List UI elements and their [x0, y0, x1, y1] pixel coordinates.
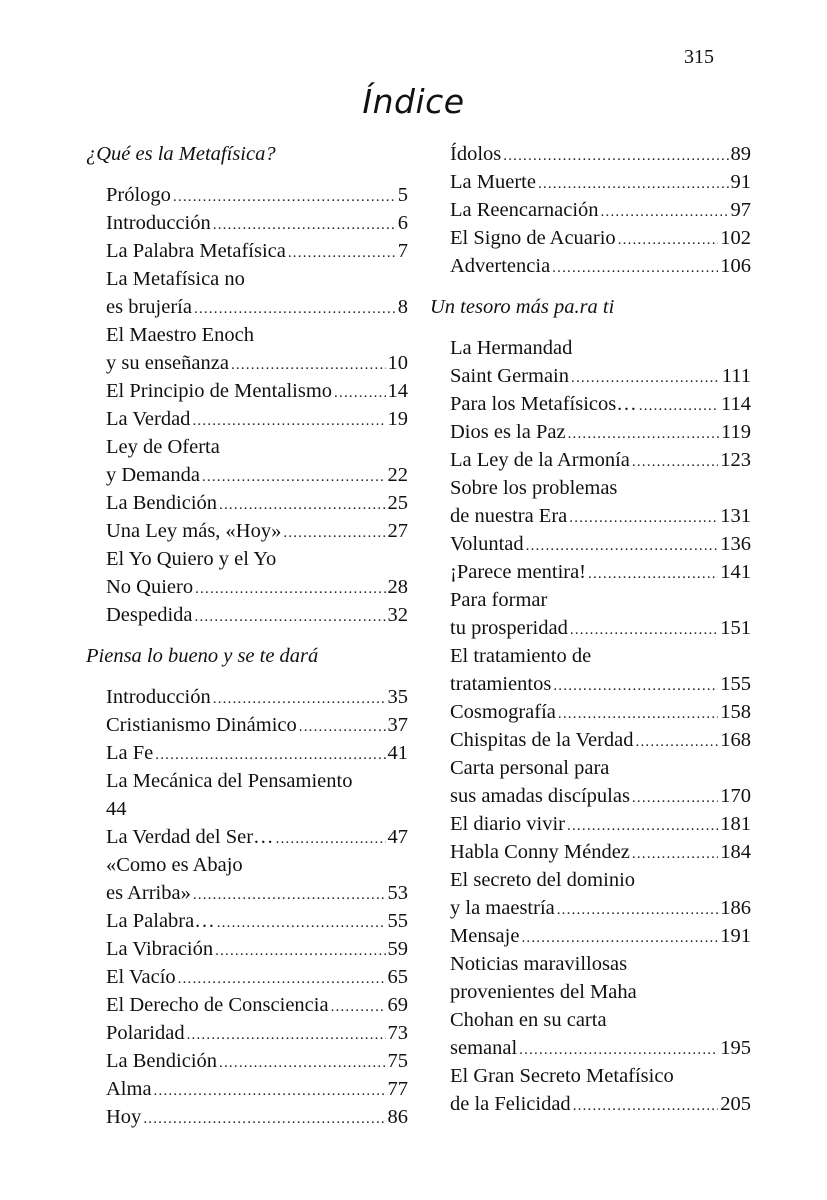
toc-entry-line — [450, 1006, 751, 1034]
toc-entry-line — [106, 1075, 408, 1103]
toc-page-number: 53 — [387, 882, 408, 904]
dot-leader — [519, 1036, 718, 1064]
toc-entry — [430, 558, 751, 586]
dot-leader — [195, 575, 385, 603]
toc-page-number: 14 — [387, 380, 408, 402]
toc-entry-title: es Arriba» — [106, 882, 191, 904]
toc-entry-title: Alma — [106, 1078, 152, 1100]
toc-page-number: 102 — [720, 227, 751, 249]
toc-entry — [430, 754, 751, 810]
toc-entry-title: El secreto del dominio — [450, 869, 636, 891]
toc-page-number: 136 — [720, 533, 751, 555]
toc-page-number: 37 — [387, 714, 408, 736]
dot-leader — [219, 1049, 385, 1077]
toc-page-number: 59 — [387, 938, 408, 960]
dot-leader — [231, 351, 386, 379]
dot-leader — [192, 407, 385, 435]
toc-entry-line — [450, 446, 751, 474]
dot-leader — [639, 392, 719, 420]
toc-entry-title: Habla Conny Méndez — [450, 841, 630, 863]
toc-entry — [86, 963, 408, 991]
toc-page-number: 195 — [720, 1037, 751, 1059]
toc-page-number: 41 — [387, 742, 408, 764]
dot-leader — [178, 965, 386, 993]
toc-entry-line — [106, 935, 408, 963]
toc-entry-title: La Reencarnación — [450, 199, 599, 221]
toc-entry — [86, 935, 408, 963]
toc-entry — [86, 683, 408, 711]
toc-entry-title: El Principio de Mentalismo — [106, 380, 333, 402]
toc-entry — [430, 446, 751, 474]
toc-entry-line — [450, 782, 751, 810]
toc-entry-line — [450, 670, 751, 698]
toc-page-number: 7 — [397, 240, 408, 262]
dot-leader — [618, 226, 719, 254]
toc-entry-title: El Vacío — [106, 966, 176, 988]
page-number: 315 — [684, 46, 714, 68]
dot-leader — [632, 448, 718, 476]
toc-entry-title: semanal — [450, 1037, 518, 1059]
toc-entry-title: Hoy — [106, 1106, 142, 1128]
dot-leader — [567, 812, 718, 840]
toc-entry-line — [106, 991, 408, 1019]
dot-leader — [526, 532, 719, 560]
dot-leader — [568, 420, 719, 448]
toc-entry-title: sus amadas discípulas — [450, 785, 630, 807]
dot-leader — [299, 713, 386, 741]
page-title: Índice — [362, 82, 465, 121]
toc-entry-line — [106, 321, 408, 349]
toc-entry — [86, 739, 408, 767]
toc-entry-title: Chispitas de la Verdad — [450, 729, 634, 751]
toc-entry — [430, 196, 751, 224]
toc-entry — [86, 907, 408, 935]
toc-entry-title: La Verdad — [106, 408, 191, 430]
toc-entry-title: La Bendición — [106, 1050, 218, 1072]
toc-entry-title: «Como es Abajo — [106, 854, 243, 876]
toc-entry-line — [450, 168, 751, 196]
toc-page-number: 55 — [387, 910, 408, 932]
dot-leader — [213, 685, 386, 713]
toc-entry — [86, 377, 408, 405]
toc-entry — [430, 140, 751, 168]
dot-leader — [558, 700, 718, 728]
toc-page-number: 73 — [387, 1022, 408, 1044]
toc-page-number: 6 — [397, 212, 408, 234]
toc-entry — [86, 489, 408, 517]
toc-entry-line — [106, 683, 408, 711]
toc-entry-title: La Metafísica no — [106, 268, 245, 290]
toc-entry-title: provenientes del Maha — [450, 981, 637, 1003]
toc-entry-line — [450, 334, 751, 362]
toc-entry-line — [450, 586, 751, 614]
toc-entry-line — [106, 237, 408, 265]
dot-leader — [155, 741, 385, 769]
toc-entry — [430, 418, 751, 446]
dot-leader — [195, 603, 386, 631]
toc-page-number: 131 — [720, 505, 751, 527]
toc-page-number: 86 — [387, 1106, 408, 1128]
toc-entry — [430, 530, 751, 558]
toc-page-number: 32 — [387, 604, 408, 626]
toc-entry-line — [106, 181, 408, 209]
toc-entry — [86, 545, 408, 601]
toc-entry — [430, 950, 751, 1062]
toc-entry-title: de nuestra Era — [450, 505, 568, 527]
dot-leader — [331, 993, 386, 1021]
toc-entry-title: de la Felicidad — [450, 1093, 571, 1115]
toc-page-number: 22 — [387, 464, 408, 486]
toc-entry-title: Ídolos — [450, 143, 502, 165]
dot-leader — [632, 784, 718, 812]
toc-entry-line — [106, 293, 408, 321]
toc-entry-line — [106, 433, 408, 461]
toc-entry-line — [106, 1019, 408, 1047]
dot-leader — [276, 825, 386, 853]
toc-entry — [86, 1047, 408, 1075]
dot-leader — [143, 1105, 385, 1133]
toc-entry — [86, 823, 408, 851]
toc-page-number: 158 — [720, 701, 751, 723]
dot-leader — [553, 672, 718, 700]
toc-entry-line — [450, 196, 751, 224]
toc-entry-line — [450, 530, 751, 558]
toc-entry — [86, 1075, 408, 1103]
toc-entry — [430, 866, 751, 922]
dot-leader — [552, 254, 718, 282]
toc-page-number: 75 — [387, 1050, 408, 1072]
toc-entry-line — [106, 795, 408, 823]
toc-entry — [430, 698, 751, 726]
toc-entry-title: y Demanda — [106, 464, 200, 486]
toc-page-number: 69 — [387, 994, 408, 1016]
toc-entry-title: Una Ley más, «Hoy» — [106, 520, 282, 542]
toc-entry-line — [106, 545, 408, 573]
dot-leader — [194, 295, 396, 323]
toc-entry-title: Cristianismo Dinámico — [106, 714, 297, 736]
toc-entry-title: La Fe — [106, 742, 154, 764]
toc-entry-title: tratamientos — [450, 673, 552, 695]
toc-entry-title: Para los Metafísicos… — [450, 393, 637, 415]
dot-leader — [283, 519, 385, 547]
toc-entry-line — [106, 879, 408, 907]
toc-entry-title: La Vibración — [106, 938, 214, 960]
toc-entry — [430, 474, 751, 530]
toc-entry-line — [450, 252, 751, 280]
toc-page-number: 65 — [387, 966, 408, 988]
toc-entry-title: El tratamiento de — [450, 645, 592, 667]
toc-entry-line — [450, 1062, 751, 1090]
toc-entry-line — [450, 838, 751, 866]
toc-entry-title: La Mecánica del Pensamiento — [106, 770, 353, 792]
toc-entry-line — [450, 390, 751, 418]
toc-entry — [86, 601, 408, 629]
toc-entry-title: Introducción — [106, 212, 211, 234]
toc-page-number: 151 — [720, 617, 751, 639]
toc-page-number: 77 — [387, 1078, 408, 1100]
toc-entry-title: La Muerte — [450, 171, 536, 193]
toc-entry-line — [450, 418, 751, 446]
toc-entry — [86, 237, 408, 265]
toc-entry — [86, 1019, 408, 1047]
toc-entry — [430, 838, 751, 866]
dot-leader — [538, 170, 729, 198]
toc-page-number: 8 — [397, 296, 408, 318]
toc-page-number: 35 — [387, 686, 408, 708]
toc-entry — [430, 810, 751, 838]
dot-leader — [571, 364, 720, 392]
toc-entry — [430, 726, 751, 754]
toc-entry — [430, 334, 751, 390]
toc-entry-title: Cosmografía — [450, 701, 556, 723]
toc-page-number: 25 — [387, 492, 408, 514]
dot-leader — [193, 881, 386, 909]
toc-entry-title: El Signo de Acuario — [450, 227, 616, 249]
dot-leader — [601, 198, 729, 226]
toc-entry — [430, 922, 751, 950]
toc-entry-line — [106, 349, 408, 377]
toc-entry-line — [106, 739, 408, 767]
dot-leader — [154, 1077, 386, 1105]
toc-entry-line — [106, 265, 408, 293]
toc-entry — [430, 586, 751, 642]
dot-leader — [213, 211, 396, 239]
toc-entry — [86, 433, 408, 489]
toc-page-number: 5 — [397, 184, 408, 206]
dot-leader — [187, 1021, 386, 1049]
dot-leader — [503, 142, 728, 170]
toc-page-number: 184 — [720, 841, 751, 863]
toc-entry-line — [450, 502, 751, 530]
toc-entry-line — [450, 474, 751, 502]
toc-entry-line — [106, 573, 408, 601]
toc-page-number: 28 — [387, 576, 408, 598]
dot-leader — [569, 504, 718, 532]
toc-page-number: 47 — [387, 826, 408, 848]
toc-page-number: 205 — [720, 1093, 751, 1115]
toc-entry-title: tu prosperidad — [450, 617, 568, 639]
toc-entry — [430, 168, 751, 196]
toc-entry-title: Saint Germain — [450, 365, 569, 387]
toc-entry-title: El Maestro Enoch — [106, 324, 255, 346]
toc-page-number: 168 — [720, 729, 751, 751]
toc-entry — [86, 209, 408, 237]
toc-page-number: 97 — [730, 199, 751, 221]
toc-entry-line — [450, 140, 751, 168]
toc-entry-title: El Derecho de Consciencia — [106, 994, 329, 1016]
toc-entry-line — [450, 726, 751, 754]
toc-entry — [430, 1062, 751, 1118]
toc-page-number: 191 — [720, 925, 751, 947]
toc-entry-title: Ley de Oferta — [106, 436, 220, 458]
toc-entry-title: Dios es la Paz — [450, 421, 566, 443]
toc-page-number: 181 — [720, 813, 751, 835]
toc-entry — [430, 252, 751, 280]
toc-entry — [86, 517, 408, 545]
toc-entry — [86, 851, 408, 907]
toc-page-number: 106 — [720, 255, 751, 277]
toc-entry-title: es brujería — [106, 296, 192, 318]
toc-entry-line — [450, 558, 751, 586]
toc-entry-line — [106, 601, 408, 629]
toc-entry-line — [450, 642, 751, 670]
toc-entry-line — [450, 950, 751, 978]
toc-entry-line — [450, 1090, 751, 1118]
toc-entry-title: La Palabra… — [106, 910, 215, 932]
toc-section — [86, 140, 408, 629]
toc-page-number: 19 — [387, 408, 408, 430]
toc-page-number: 123 — [720, 449, 751, 471]
toc-entry-line — [106, 405, 408, 433]
toc-entry-line — [106, 1047, 408, 1075]
toc-entry-line — [106, 461, 408, 489]
section-heading: Piensa lo bueno y se te dará — [86, 645, 319, 667]
toc-entry-title: y la maestría — [450, 897, 555, 919]
toc-entry-line — [450, 978, 751, 1006]
toc-entry-title: La Palabra Metafísica — [106, 240, 286, 262]
toc-entry-line — [106, 1103, 408, 1131]
toc-page-number: 141 — [720, 561, 751, 583]
toc-entry-line — [450, 362, 751, 390]
toc-entry-line — [106, 823, 408, 851]
toc-entry-title: No Quiero — [106, 576, 194, 598]
toc-entry — [86, 1103, 408, 1131]
toc-page-number: 119 — [721, 421, 751, 443]
toc-right-column — [430, 140, 751, 1126]
toc-entry — [430, 642, 751, 698]
dot-leader — [632, 840, 718, 868]
toc-entry-line — [450, 922, 751, 950]
toc-entry-title: Para formar — [450, 589, 548, 611]
toc-entry-line — [106, 907, 408, 935]
toc-entry-title: Noticias maravillosas — [450, 953, 628, 975]
toc-entry-title: La Bendición — [106, 492, 218, 514]
toc-entry-title: Despedida — [106, 604, 193, 626]
toc-entry — [86, 405, 408, 433]
toc-page-number: 89 — [730, 143, 751, 165]
section-heading: ¿Qué es la Metafísica? — [86, 143, 276, 165]
toc-entry — [430, 224, 751, 252]
toc-page-number: 10 — [387, 352, 408, 374]
toc-entry-title: y su enseñanza — [106, 352, 229, 374]
toc-entry-title: Mensaje — [450, 925, 520, 947]
toc-entry-line — [450, 810, 751, 838]
toc-left-column — [86, 140, 408, 1139]
toc-entry-line — [450, 698, 751, 726]
section-heading: Un tesoro más pa.ra ti — [430, 296, 615, 318]
toc-entry-title: La Verdad del Ser… — [106, 826, 274, 848]
toc-page-number: 114 — [721, 393, 751, 415]
toc-entry-title: Chohan en su carta — [450, 1009, 607, 1031]
toc-entry — [86, 711, 408, 739]
toc-entry — [86, 265, 408, 321]
dot-leader — [202, 463, 386, 491]
toc-section — [430, 140, 751, 280]
toc-page-number: 186 — [720, 897, 751, 919]
toc-entry — [430, 390, 751, 418]
toc-page-number: 155 — [720, 673, 751, 695]
dot-leader — [557, 896, 719, 924]
toc-entry-title: Sobre los problemas — [450, 477, 618, 499]
toc-entry-title: El Yo Quiero y el Yo — [106, 548, 277, 570]
toc-page-number: 111 — [721, 365, 751, 387]
toc-entry — [86, 181, 408, 209]
toc-entry-title: ¡Parece mentira! — [450, 561, 587, 583]
toc-entry-line — [106, 963, 408, 991]
toc-entry-title: Carta personal para — [450, 757, 610, 779]
toc-entry-line — [106, 489, 408, 517]
toc-entry-line — [450, 1034, 751, 1062]
dot-leader — [521, 924, 718, 952]
toc-entry-line — [450, 224, 751, 252]
toc-entry-title: Voluntad — [450, 533, 524, 555]
toc-entry-line — [106, 209, 408, 237]
toc-entry — [86, 767, 408, 823]
toc-entry-title: Advertencia — [450, 255, 551, 277]
dot-leader — [219, 491, 385, 519]
toc-entry-title: Polaridad — [106, 1022, 185, 1044]
toc-entry-title: Prólogo — [106, 184, 171, 206]
toc-entry-line — [450, 894, 751, 922]
toc-entry-line — [106, 377, 408, 405]
toc-entry-title: La Hermandad — [450, 337, 573, 359]
toc-entry-title: La Ley de la Armonía — [450, 449, 630, 471]
toc-entry-line — [450, 614, 751, 642]
toc-section — [86, 642, 408, 1131]
toc-entry-title: El Gran Secreto Metafísico — [450, 1065, 674, 1087]
dot-leader — [217, 909, 386, 937]
dot-leader — [173, 183, 396, 211]
toc-entry — [86, 991, 408, 1019]
dot-leader — [570, 616, 718, 644]
dot-leader — [288, 239, 396, 267]
toc-entry — [86, 321, 408, 377]
toc-page-number: 91 — [730, 171, 751, 193]
toc-entry-title: 44 — [106, 798, 127, 820]
toc-entry-title: Introducción — [106, 686, 211, 708]
dot-leader — [573, 1092, 719, 1120]
toc-page-number: 27 — [387, 520, 408, 542]
dot-leader — [215, 937, 385, 965]
dot-leader — [334, 379, 385, 407]
toc-entry-title: El diario vivir — [450, 813, 566, 835]
toc-entry-line — [450, 754, 751, 782]
dot-leader — [588, 560, 718, 588]
toc-page-number: 170 — [720, 785, 751, 807]
toc-section — [430, 293, 751, 1118]
toc-entry-line — [450, 866, 751, 894]
toc-entry-line — [106, 851, 408, 879]
toc-entry-line — [106, 517, 408, 545]
toc-entry-line — [106, 711, 408, 739]
toc-entry-line — [106, 767, 408, 795]
dot-leader — [636, 728, 719, 756]
